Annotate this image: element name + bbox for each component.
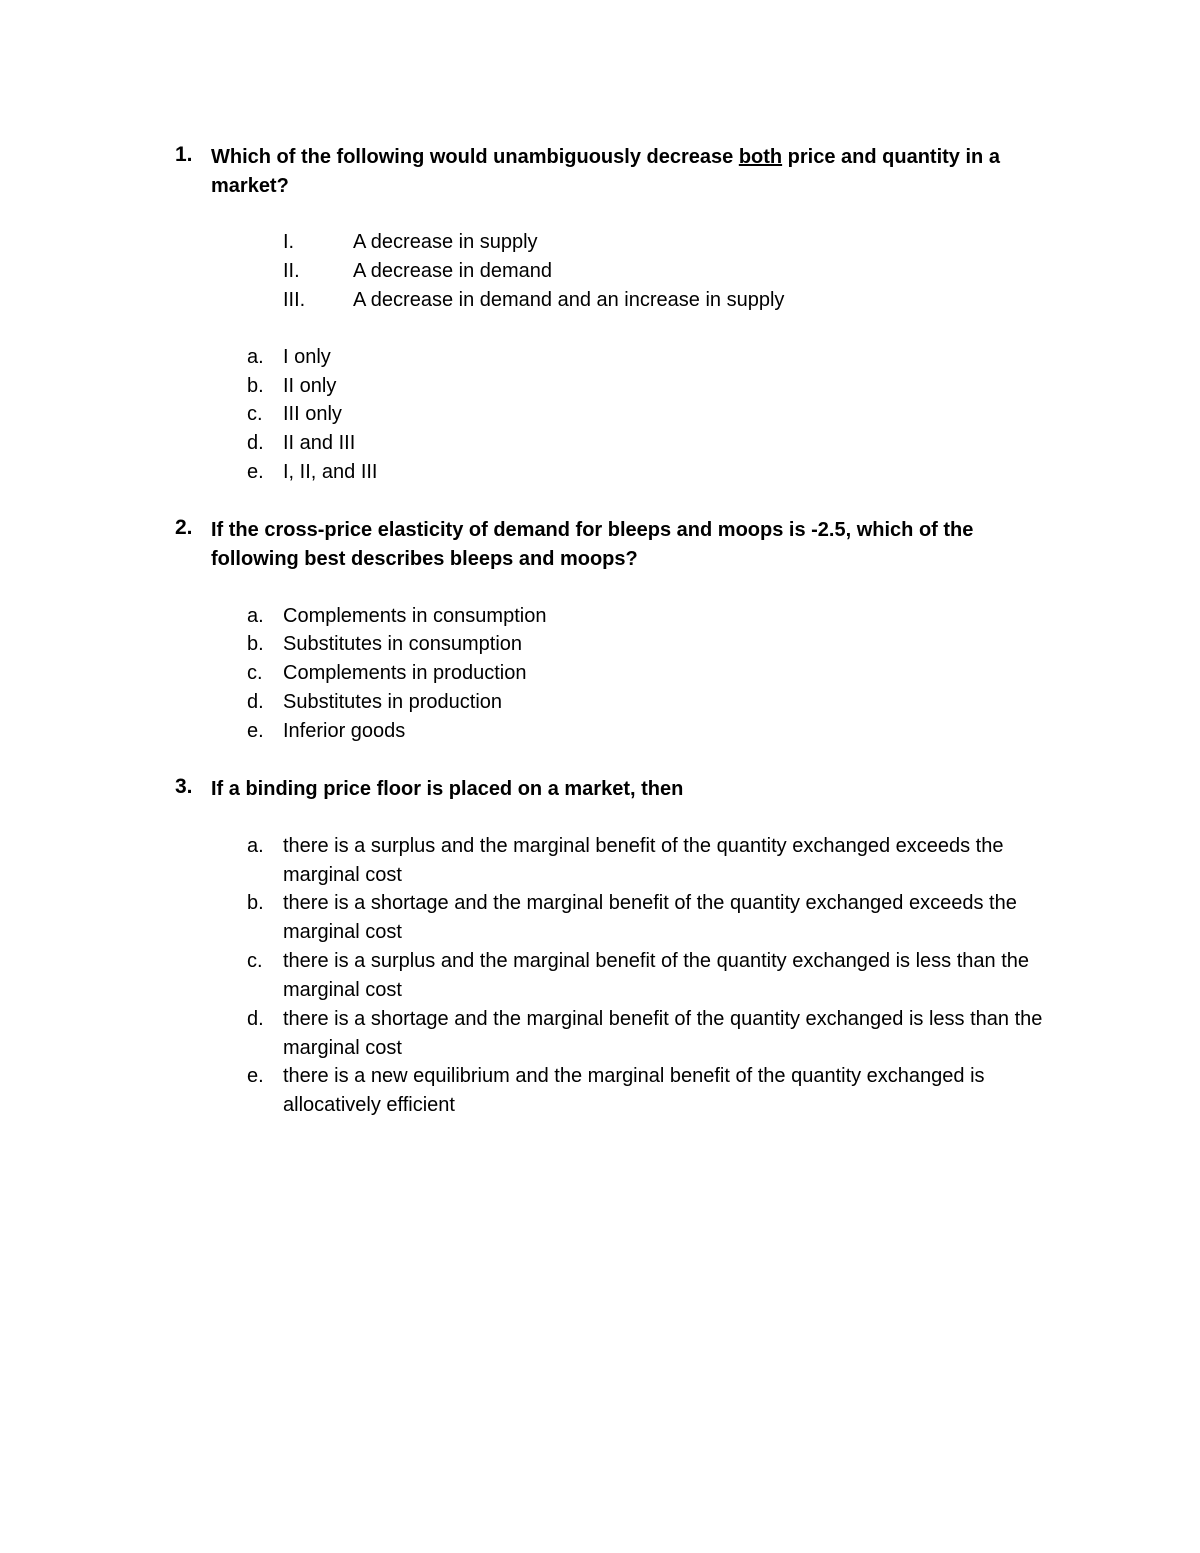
option-label: b. [247,375,264,397]
option-text: there is a shortage and the marginal benefit of the quantity exchanged is less than the marginal cost [283,1008,1043,1059]
option-text: Substitutes in production [283,691,503,713]
option-text: Complements in production [283,662,527,684]
question-text-part: price and quantity in a market? [211,146,1000,197]
option-label: e. [247,1065,264,1087]
statement-text: A decrease in supply [353,231,538,253]
option-text: Complements in consumption [283,605,547,627]
option-label: b. [247,633,264,655]
option-label: d. [247,432,264,454]
option-label: c. [247,403,263,425]
question-number: 1. [175,143,193,166]
statement-text: A decrease in demand [353,260,553,282]
option-text: I only [283,346,331,368]
statement-label: I. [283,231,295,253]
option-label: d. [247,691,264,713]
statement-label: II. [283,260,300,282]
question-text-part: Which of the following would unambiguously decrease [211,146,739,168]
option-label: d. [247,1008,264,1030]
question-number: 3. [175,775,193,798]
option-label: e. [247,720,264,742]
statement-text: A decrease in demand and an increase in supply [353,289,785,311]
option-label: b. [247,892,264,914]
option-label: c. [247,662,263,684]
option-text: there is a new equilibrium and the marginal benefit of the quantity exchanged is allocatively efficient [283,1065,985,1116]
option-text: Inferior goods [283,720,406,742]
option-text: Substitutes in consumption [283,633,523,655]
option-label: a. [247,605,264,627]
question-text [211,143,1061,201]
question-text: If a binding price floor is placed on a market, then [211,778,684,800]
question-text: If the cross-price elasticity of demand for bleeps and moops is -2.5, which of the following best describes bleeps and moops? [211,519,974,570]
option-text: there is a surplus and the marginal benefit of the quantity exchanged exceeds the marginal cost [283,835,1004,886]
option-text: II and III [283,432,356,454]
option-text: I, II, and III [283,461,378,483]
option-text: III only [283,403,342,425]
option-text: there is a shortage and the marginal benefit of the quantity exchanged exceeds the marginal cost [283,892,1017,943]
option-text: II only [283,375,337,397]
option-label: e. [247,461,264,483]
question-number: 2. [175,516,193,539]
option-label: a. [247,346,264,368]
option-text: there is a surplus and the marginal benefit of the quantity exchanged is less than the marginal cost [283,950,1030,1001]
statement-label: III. [283,289,306,311]
option-label: a. [247,835,264,857]
option-label: c. [247,950,263,972]
underlined-word: both [738,146,783,168]
